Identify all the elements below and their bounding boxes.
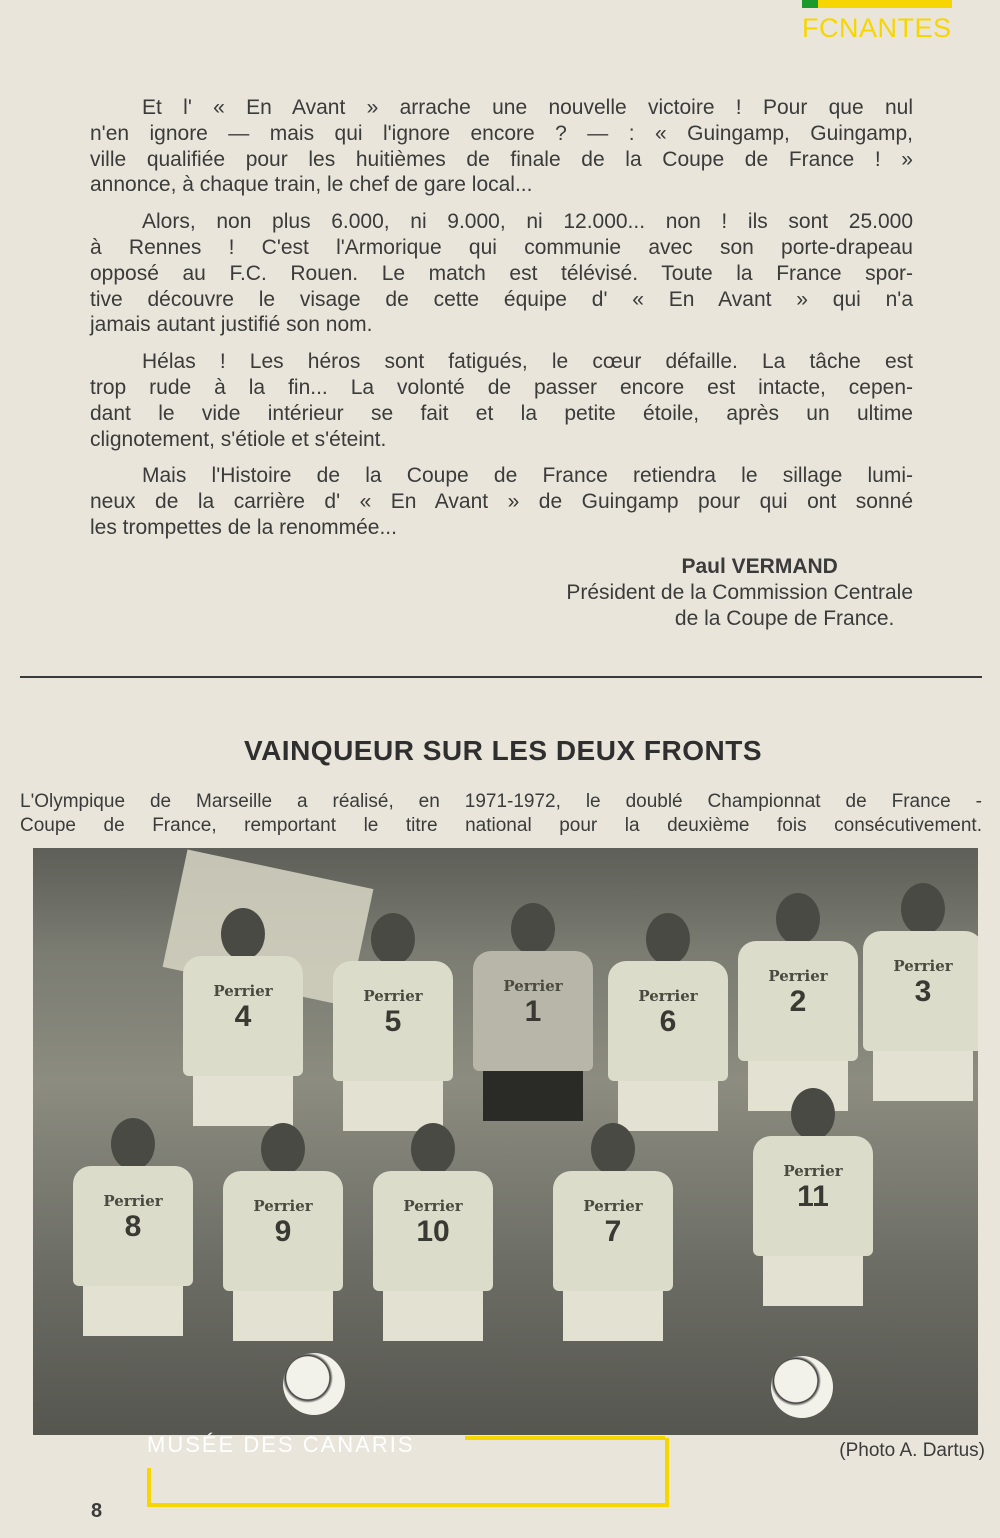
player-shorts xyxy=(873,1051,973,1101)
photo-credit: (Photo A. Dartus) xyxy=(839,1440,985,1461)
text-line: Mais l'Histoire de la Coupe de France retiendra le sillage lumi- xyxy=(142,464,913,488)
text-line: les trompettes de la renommée... xyxy=(90,515,397,539)
player-shorts xyxy=(563,1291,663,1341)
shirt-brand: Perrier xyxy=(783,1162,843,1180)
player xyxy=(738,893,858,1111)
player xyxy=(373,1123,493,1341)
player-head xyxy=(511,903,555,955)
text-line: dant le vide intérieur se fait et la petite étoile, après un ultime xyxy=(90,401,913,425)
player-head xyxy=(221,908,265,960)
shirt-brand: Perrier xyxy=(363,987,423,1005)
player-head xyxy=(411,1123,455,1175)
text-line: Hélas ! Les héros sont fatigués, le cœur défaille. La tâche est xyxy=(142,350,913,374)
fc-nantes-logo xyxy=(802,0,952,43)
player xyxy=(333,913,453,1131)
text-line: jamais autant justifié son nom. xyxy=(90,313,373,337)
section-heading: VAINQUEUR SUR LES DEUX FRONTS xyxy=(243,735,763,766)
page-number: 8 xyxy=(91,1500,103,1522)
player-shorts xyxy=(193,1076,293,1126)
shirt-brand: Perrier xyxy=(403,1197,463,1215)
player xyxy=(863,883,978,1101)
shirt-brand: Perrier xyxy=(103,1192,163,1210)
player-shirt xyxy=(608,961,728,1081)
shirt-number: 7 xyxy=(604,1215,622,1248)
player xyxy=(753,1088,873,1306)
text-line: à Rennes ! C'est l'Armorique qui communie avec son porte-drapeau xyxy=(90,235,913,259)
player-shorts xyxy=(83,1286,183,1336)
text-line: tive découvre le visage de cette équipe d' « En Avant » qui n'a xyxy=(90,287,913,311)
player-head xyxy=(776,893,820,945)
shirt-number: 8 xyxy=(124,1210,142,1243)
shirt-brand: Perrier xyxy=(768,967,828,985)
text-line: Alors, non plus 6.000, ni 9.000, ni 12.000... non ! ils sont 25.000 xyxy=(142,210,913,234)
shirt-brand: Perrier xyxy=(253,1197,313,1215)
text-line: clignotement, s'étiole et s'éteint. xyxy=(90,427,387,451)
shirt-brand: Perrier xyxy=(583,1197,643,1215)
text-line: annonce, à chaque train, le chef de gare local... xyxy=(90,173,533,197)
player-head xyxy=(591,1123,635,1175)
player-head xyxy=(901,883,945,935)
text-line: trop rude à la fin... La volonté de passer encore est intacte, cepen- xyxy=(90,375,913,399)
text-line: Et l' « En Avant » arrache une nouvelle victoire ! Pour que nul xyxy=(142,96,913,119)
player-shirt xyxy=(473,951,593,1071)
player-shirt xyxy=(753,1136,873,1256)
player-shorts xyxy=(763,1256,863,1306)
shirt-number: 9 xyxy=(274,1215,292,1248)
shirt-number: 10 xyxy=(416,1215,450,1248)
caption-line: Coupe de France, remportant le titre national pour la deuxième fois consécutivement. xyxy=(20,815,982,836)
logo-text: FCNANTES xyxy=(802,13,952,43)
player xyxy=(73,1118,193,1336)
player-shorts xyxy=(383,1291,483,1341)
text-line: neux de la carrière d' « En Avant » de Guingamp pour qui ont sonné xyxy=(90,490,913,514)
player-shirt xyxy=(553,1171,673,1291)
shirt-number: 2 xyxy=(789,985,807,1018)
shirt-number: 5 xyxy=(384,1005,402,1038)
football xyxy=(771,1356,833,1418)
player-head xyxy=(646,913,690,965)
paragraph xyxy=(90,95,913,198)
shirt-number: 11 xyxy=(797,1180,829,1213)
player-shorts xyxy=(233,1291,333,1341)
text-line: n'en ignore — mais qui l'ignore encore ? — : « Guingamp, Guingamp, xyxy=(90,121,913,145)
player-shirt xyxy=(223,1171,343,1291)
signature-title-2: de la Coupe de France. xyxy=(674,607,895,630)
player xyxy=(553,1123,673,1341)
player xyxy=(473,903,593,1121)
player-head xyxy=(371,913,415,965)
player-shorts xyxy=(483,1071,583,1121)
player-shirt xyxy=(333,961,453,1081)
team-photo xyxy=(33,848,978,1435)
watermark-musee-des-canaris: MUSÉE DES CANARIS xyxy=(147,1432,415,1457)
paragraph xyxy=(90,349,913,452)
shirt-brand: Perrier xyxy=(503,977,563,995)
player xyxy=(608,913,728,1131)
player-head xyxy=(261,1123,305,1175)
football xyxy=(283,1353,345,1415)
shirt-brand: Perrier xyxy=(893,957,953,975)
text-line: opposé au F.C. Rouen. Le match est télévisé. Toute la France spor- xyxy=(90,261,913,285)
signature-title: Président de la Commission Centrale xyxy=(566,581,913,604)
shirt-brand: Perrier xyxy=(638,987,698,1005)
player xyxy=(183,908,303,1126)
shirt-number: 3 xyxy=(914,975,932,1008)
shirt-number: 6 xyxy=(659,1005,677,1038)
player-shirt xyxy=(73,1166,193,1286)
player-shirt xyxy=(738,941,858,1061)
signature xyxy=(566,554,913,632)
player-shirt xyxy=(863,931,978,1051)
player-shirt xyxy=(183,956,303,1076)
signature-name: Paul VERMAND xyxy=(681,555,838,578)
section-divider xyxy=(20,676,982,678)
player-shirt xyxy=(373,1171,493,1291)
text-line: ville qualifiée pour les huitièmes de finale de la Coupe de France ! » xyxy=(90,147,913,171)
logo-bar xyxy=(802,0,952,8)
shirt-brand: Perrier xyxy=(213,982,273,1000)
shirt-number: 1 xyxy=(524,995,542,1028)
player xyxy=(223,1123,343,1341)
player-head xyxy=(111,1118,155,1170)
article-body xyxy=(90,95,913,552)
paragraph xyxy=(90,463,913,540)
shirt-number: 4 xyxy=(234,1000,252,1033)
paragraph xyxy=(90,209,913,338)
caption-line: L'Olympique de Marseille a réalisé, en 1971-1972, le doublé Championnat de France - xyxy=(20,791,982,812)
player-head xyxy=(791,1088,835,1140)
photo-caption xyxy=(20,790,982,838)
